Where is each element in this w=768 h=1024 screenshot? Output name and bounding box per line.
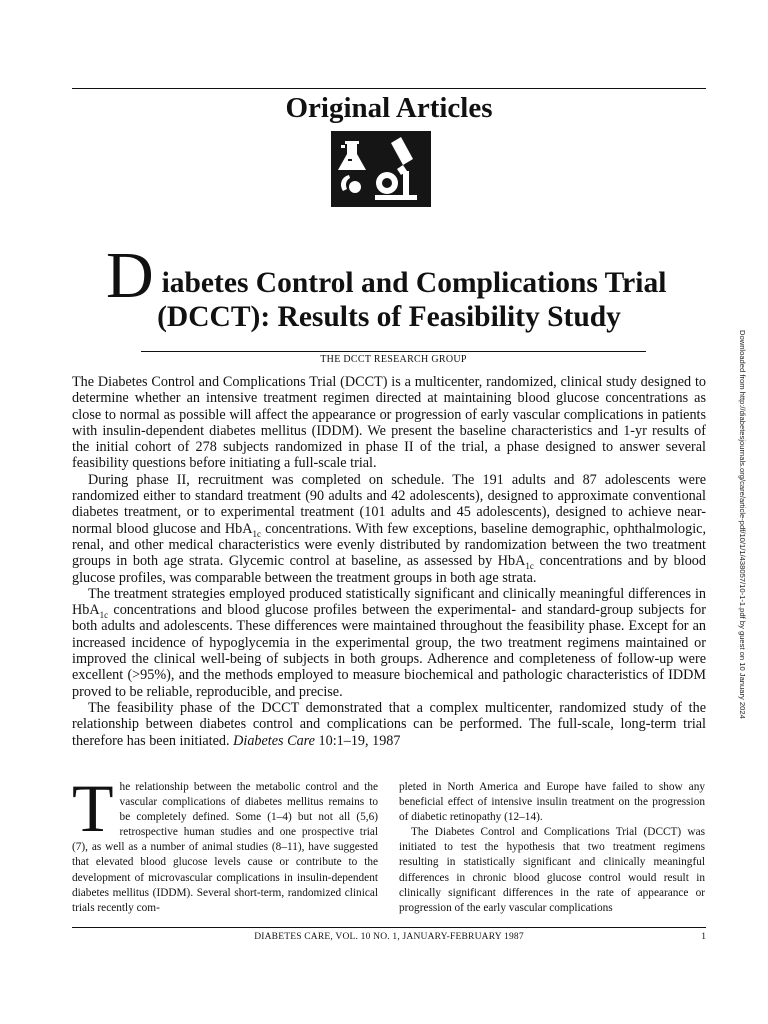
section-title: Original Articles [285, 92, 493, 124]
title-line-2: (DCCT): Results of Feasibility Study [157, 301, 621, 333]
science-laboratory-logo-icon [331, 131, 431, 207]
abstract [72, 374, 706, 749]
body-dropcap: T [72, 770, 114, 846]
body-column-left [72, 770, 378, 916]
body-column-right [399, 780, 705, 916]
journal-citation: Diabetes Care [233, 732, 315, 749]
abstract-paragraph: During phase II, recruitment was completed on schedule. The 191 adults and 87 adolescents were randomized either to standard treatment (90 adults and 42 adolescents), designed to approximate conventional diabetes treatment, or to experimental treatment (101 adults and 45 adolescents), designed to achieve near-normal blood glucose and HbA$_{1c}$ concentrations. With few exceptions, baseline demographic, ophthalmologic, renal, and other medical characteristics were evenly distributed by randomization between the two treatment groups in both age strata. Glycemic control at baseline, as assessed by HbA$_{1c}$ concentrations and by blood glucose profiles, was comparable between the treatment groups in both age strata. [72, 471, 706, 586]
page-number: 1 [701, 932, 706, 942]
title-dropcap: D [106, 239, 154, 312]
footer-journal-line: DIABETES CARE, VOL. 10 NO. 1, JANUARY-FEBRUARY 1987 [254, 932, 524, 942]
footer-rule [72, 927, 706, 928]
abstract-paragraph: The Diabetes Control and Complications Trial (DCCT) is a multicenter, randomized, clinical study designed to determine whether an intensive treatment regimen directed at maintaining blood glucose concentrations as close to normal as possible will affect the appearance or progression of early vascular complications in patients with insulin-dependent diabetes mellitus (IDDM). We present the baseline characteristics and 1-yr results of the initial cohort of 278 subjects randomized in phase II of the trial, a phase designed to answer several feasibility questions before initiating a full-scale trial. [72, 374, 706, 472]
body-text: he relationship between the metabolic control and the vascular complications of diabetes mellitus remains to be completely defined. Some (1–4) but not all (5,6) retrospective human studies and one prospective trial (7), as well as a number of animal studies (8–11), have suggested that elevated blood glucose levels cause or contribute to the development of microvascular complications in insulin-dependent diabetes mellitus (IDDM). Several short-term, randomized clinical trials recently com- [72, 781, 378, 914]
top-rule [72, 88, 706, 89]
title-line-1: iabetes Control and Complications Trial [161, 267, 667, 299]
article-title [72, 239, 706, 334]
body-paragraph: The Diabetes Control and Complications Trial (DCCT) was initiated to test the hypothesis that two treatment regimens resulting in statistically significant and clinically meaningful differences in chronic blood glucose control would result in clinically significant differences in the rate of appearance or progression of the early vascular complications [399, 826, 705, 914]
body-paragraph: pleted in North America and Europe have failed to show any beneficial effect of intensive insulin treatment on the progression of diabetic retinopathy (12–14). [399, 781, 705, 824]
byline-rule [141, 351, 646, 352]
abstract-paragraph: The feasibility phase of the DCCT demonstrated that a complex multicenter, randomized study of the relationship between diabetes control and complications can be performed. The full-scale, long-term trial therefore has been initiated. Diabetes Care 10:1–19, 1987 [72, 699, 706, 749]
abstract-paragraph: The treatment strategies employed produced statistically significant and clinically meaningful differences in HbA$_{1c}$ concentrations and blood glucose profiles between the experimental- and standard-group subjects for both adults and adolescents. These differences were maintained throughout the feasibility phase. Except for an increased incidence of hypoglycemia in the experimental group, the two treatment regimens maintained or improved the clinical well-being of subjects in both groups. Adherence and completeness of follow-up were excellent (>95%), and the methods employed to measure biochemical and pathologic characteristics of IDDM proved to be reliable, reproducible, and precise. [72, 585, 706, 700]
download-watermark-text: Downloaded from http://diabetesjournals.org/care/article-pdf/10/1/1/438057/10-1-1.pdf by guest on 10 January 2024 [738, 330, 747, 719]
download-watermark [737, 330, 747, 719]
byline: THE DCCT RESEARCH GROUP [320, 354, 467, 365]
